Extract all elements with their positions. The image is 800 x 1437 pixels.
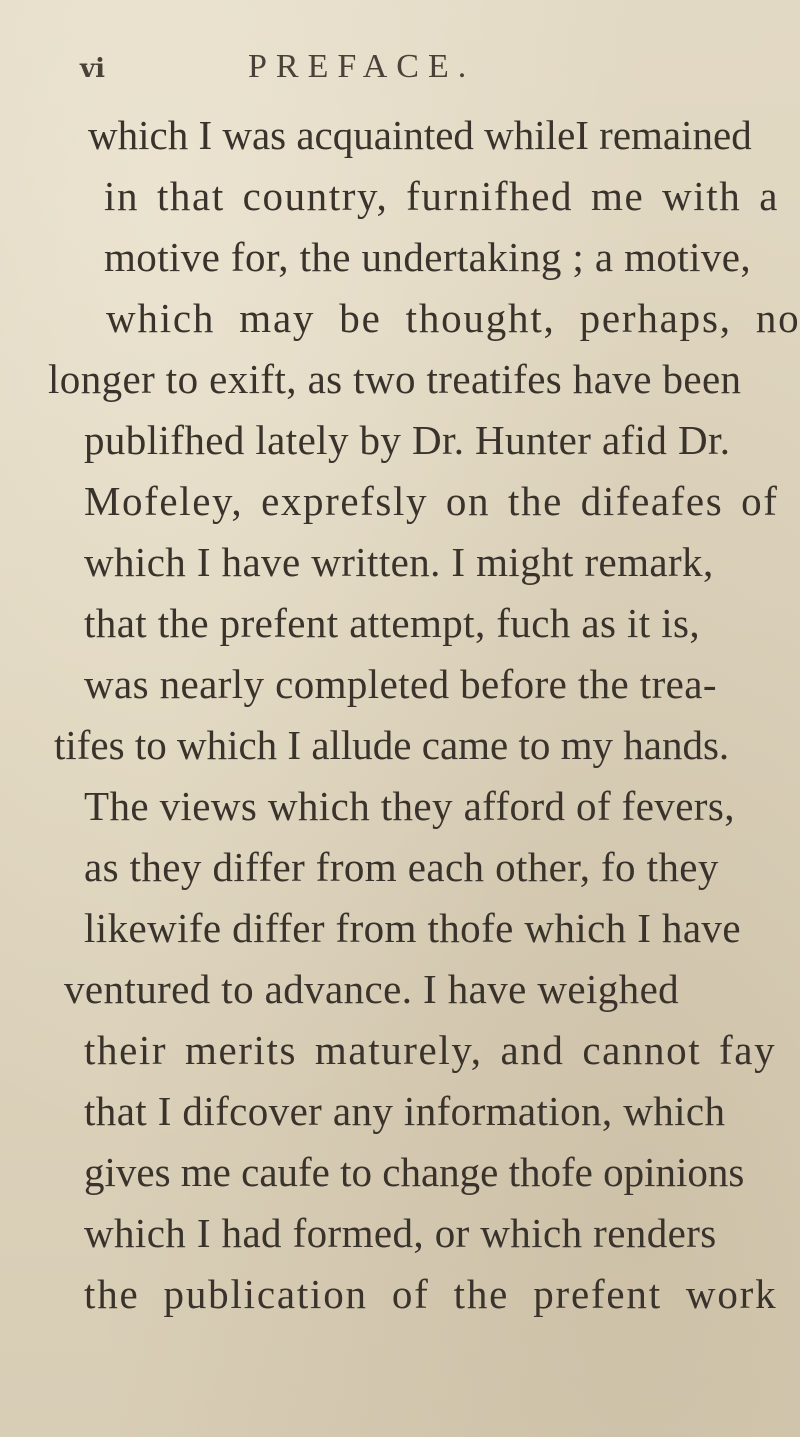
text-line: that I difcover any information, which <box>84 1088 726 1134</box>
text-line: that the prefent attempt, fuch as it is, <box>84 600 701 646</box>
text-line: in that country, furnifhed me with a <box>104 173 780 219</box>
text-line: publifhed lately by Dr. Hunter afid Dr. <box>84 417 731 463</box>
text-line: motive for, the undertaking ; a motive, <box>104 234 752 280</box>
text-line: was nearly completed before the trea- <box>84 661 717 707</box>
text-line: gives me caufe to change thofe opinions <box>84 1149 745 1195</box>
text-line: the publication of the prefent work <box>84 1271 778 1317</box>
text-line: which I was acquainted whileI remained <box>88 112 752 158</box>
page-number: vi <box>80 54 105 84</box>
text-line: which I have written. I might remark, <box>84 539 714 585</box>
page-header <box>80 44 640 94</box>
text-line: longer to exift, as two treatifes have been <box>48 356 742 402</box>
text-line: tifes to which I allude came to my hands. <box>54 722 730 768</box>
text-line: their merits maturely, and cannot fay <box>84 1027 777 1073</box>
text-line: which I had formed, or which renders <box>84 1210 717 1256</box>
text-line: Mofeley, exprefsly on the difeafes of <box>84 478 779 524</box>
text-line: The views which they afford of fevers, <box>84 783 735 829</box>
text-line: ventured to advance. I have weighed <box>64 966 680 1012</box>
running-head: PREFACE. <box>248 48 476 85</box>
text-line: which may be thought, perhaps, no <box>106 295 800 341</box>
text-line: as they differ from each other, fo they <box>84 844 719 890</box>
text-line: likewife differ from thofe which I have <box>84 905 741 951</box>
